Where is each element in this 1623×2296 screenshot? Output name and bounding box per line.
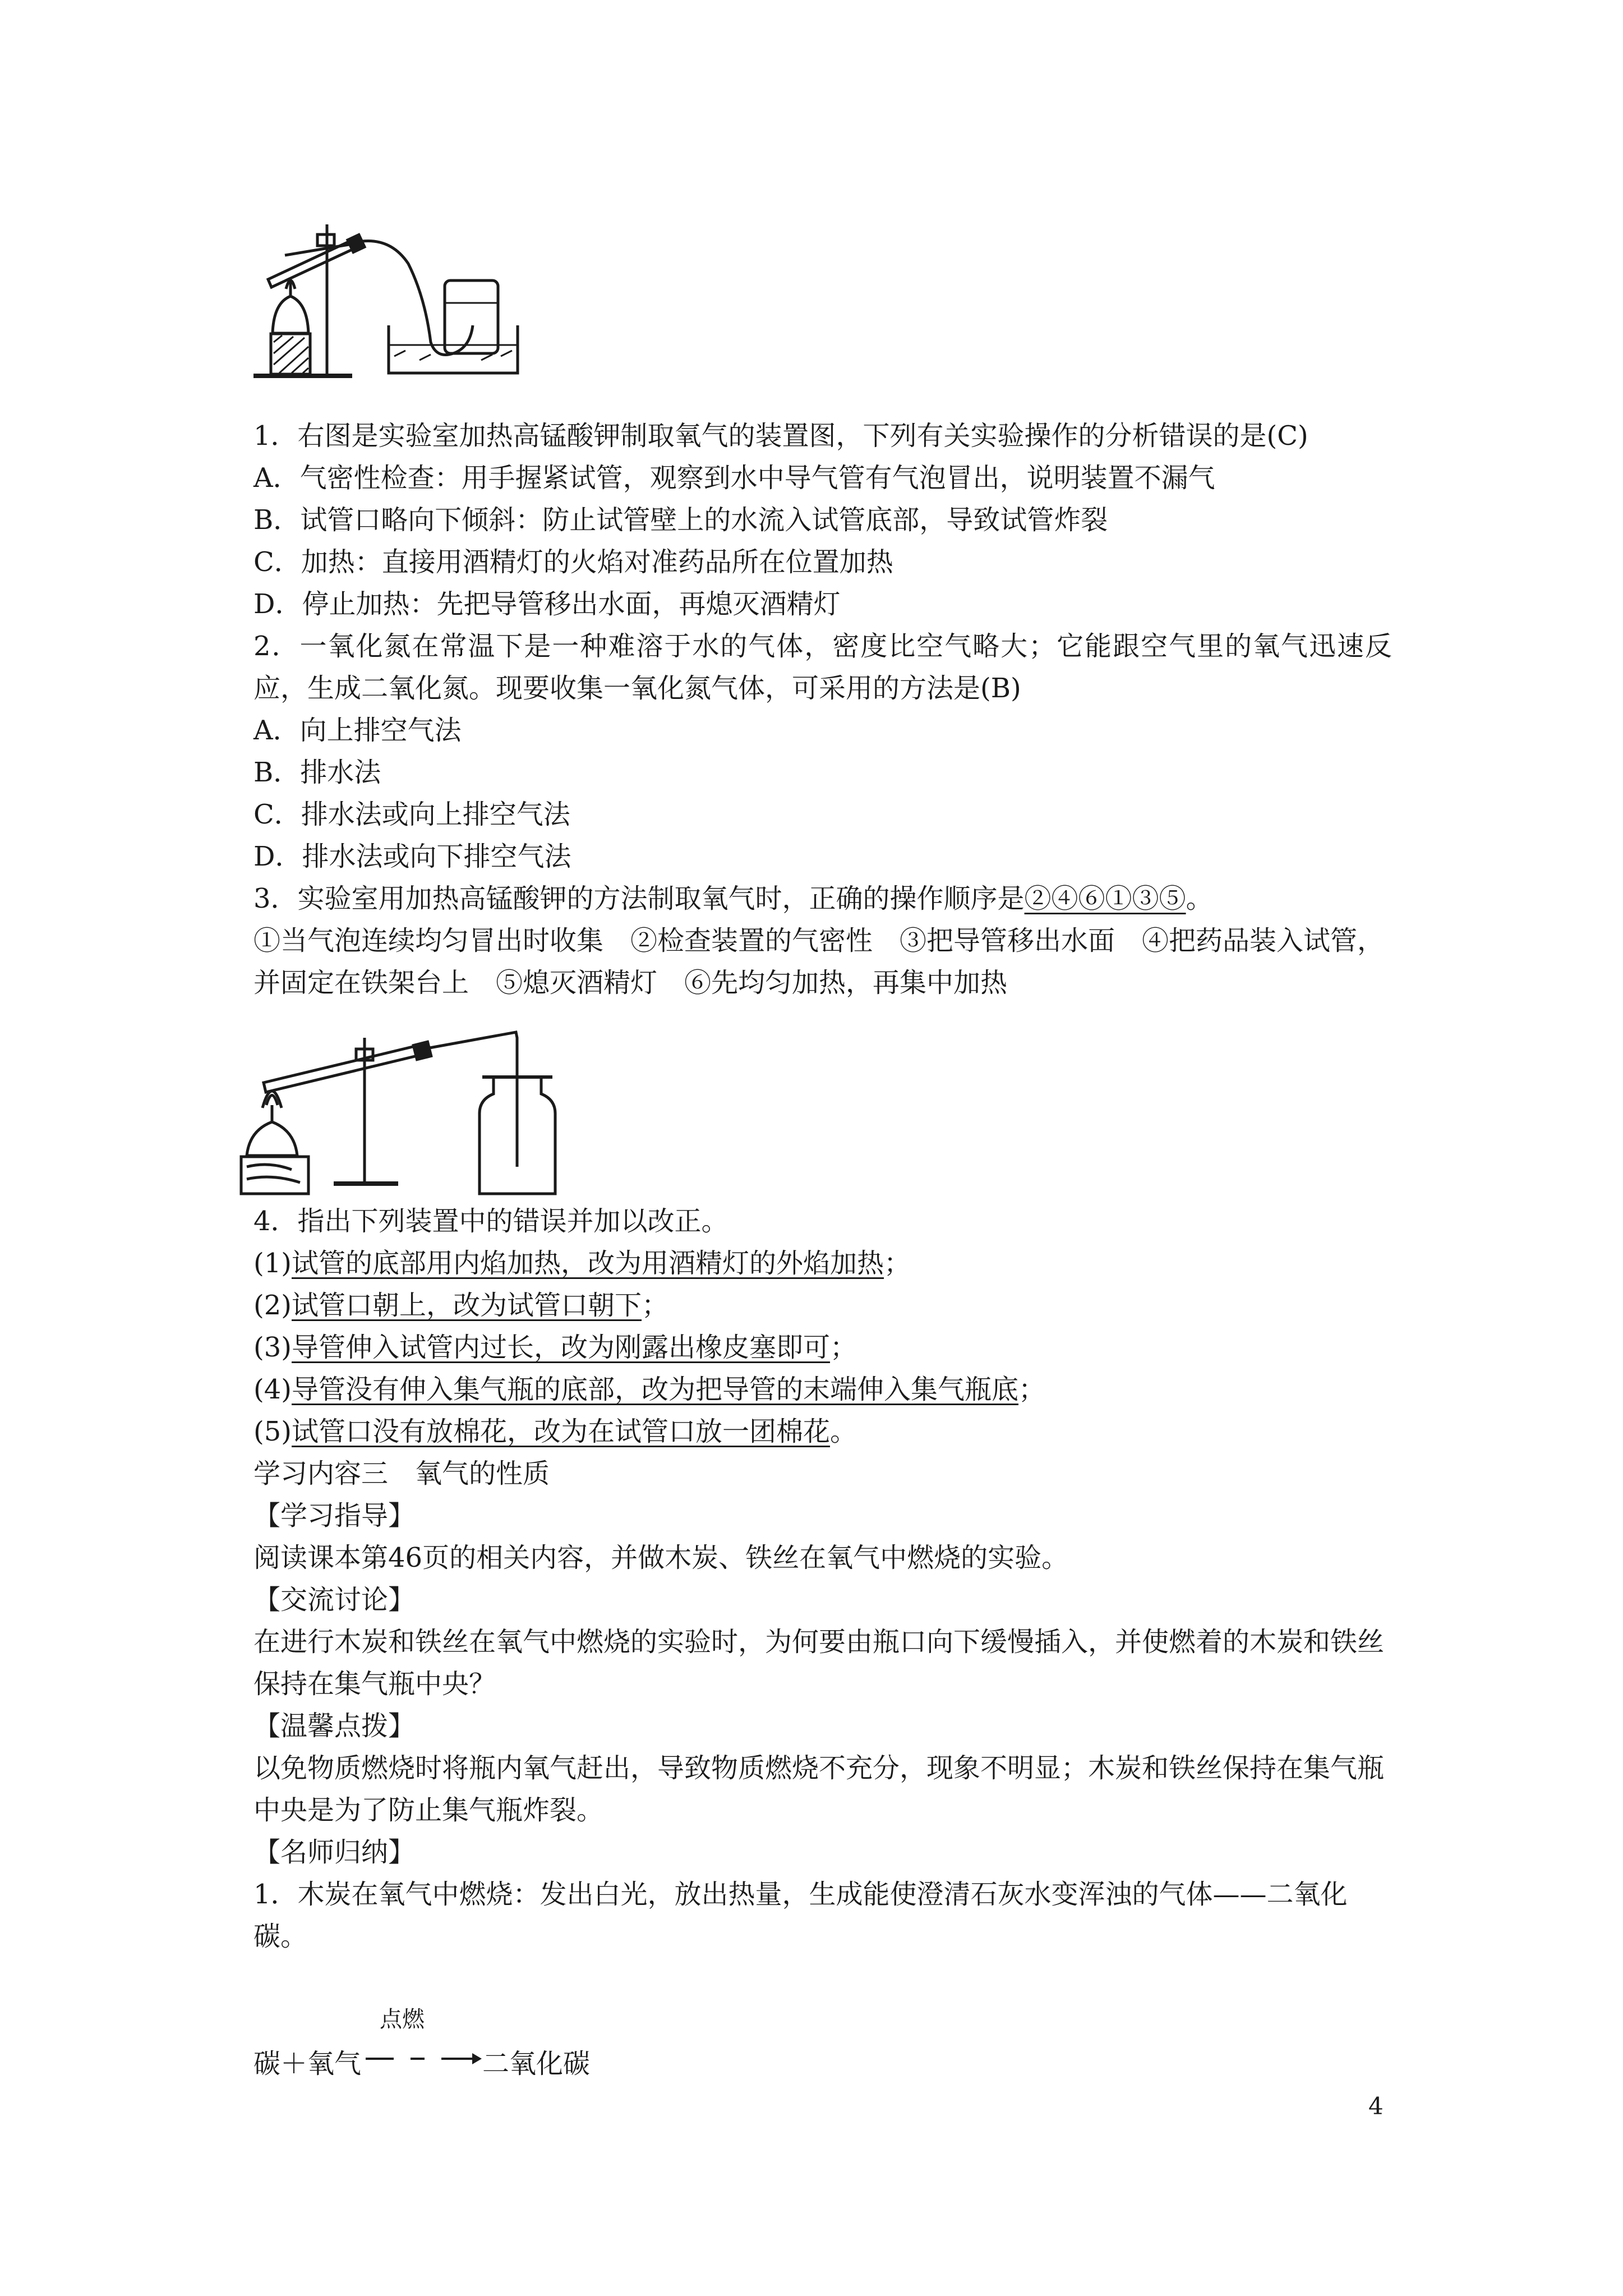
q4-item-1-end: ； xyxy=(884,1248,911,1279)
guide-heading: 【学习指导】 xyxy=(253,1500,416,1531)
tip-text: 以免物质燃烧时将瓶内氧气赶出，导致物质燃烧不充分，现象不明显；木炭和铁丝保持在集气瓶中央是为了防止集气瓶炸裂。 xyxy=(253,1752,1385,1826)
summary-text: 1．木炭在氧气中燃烧：发出白光，放出热量，生成能使澄清石灰水变浑浊的气体——二氧化碳。 xyxy=(253,1879,1348,1952)
q4-item-4 xyxy=(253,1369,1392,1411)
tip-heading: 【温馨点拨】 xyxy=(253,1710,416,1742)
reaction-equation xyxy=(253,1986,1392,2098)
q1-stem-line xyxy=(253,415,1392,457)
reaction-arrow-icon xyxy=(363,2047,483,2070)
q4-item-1-num: (1) xyxy=(253,1248,292,1279)
q4-item-4-num: (4) xyxy=(253,1374,292,1405)
q4-item-3-num: (3) xyxy=(253,1332,292,1363)
q4-item-3-end: ； xyxy=(830,1332,857,1363)
q2-option-d: D．排水法或向下排空气法 xyxy=(253,841,571,872)
q4-item-1 xyxy=(253,1243,1392,1285)
q4-item-3 xyxy=(253,1327,1392,1369)
q4-item-2 xyxy=(253,1285,1392,1327)
q2-stem-line xyxy=(253,625,1392,710)
section-title: 学习内容三 氧气的性质 xyxy=(253,1458,550,1489)
q1-option-c: C．加热：直接用酒精灯的火焰对准药品所在位置加热 xyxy=(253,546,893,578)
q3-stem-line xyxy=(253,878,1392,920)
q1-answer: (C) xyxy=(1266,420,1308,452)
q4-item-5 xyxy=(253,1411,1392,1453)
q3-steps: ①当气泡连续均匀冒出时收集 ②检查装置的气密性 ③把导管移出水面 ④把药品装入试管，并固定在铁架台上 ⑤熄灭酒精灯 ⑥先均匀加热，再集中加热 xyxy=(253,925,1385,999)
q3-stem: 3．实验室用加热高锰酸钾的方法制取氧气时，正确的操作顺序是 xyxy=(253,883,1025,914)
main-content xyxy=(253,415,1392,2098)
q4-item-5-end: 。 xyxy=(830,1416,857,1447)
summary-heading: 【名师归纳】 xyxy=(253,1837,416,1868)
reaction-product: 二氧化碳 xyxy=(482,2048,591,2079)
guide-text: 阅读课本第46页的相关内容，并做木炭、铁丝在氧气中燃烧的实验。 xyxy=(253,1542,1069,1573)
page-number: 4 xyxy=(1368,2092,1384,2120)
q4-item-4-end: ； xyxy=(1018,1374,1046,1405)
q4-item-4-answer: 导管没有伸入集气瓶的底部，改为把导管的末端伸入集气瓶底 xyxy=(292,1374,1019,1405)
q4-item-5-num: (5) xyxy=(253,1416,292,1447)
q2-option-c: C．排水法或向上排空气法 xyxy=(253,799,570,830)
discuss-text: 在进行木炭和铁丝在氧气中燃烧的实验时，为何要由瓶口向下缓慢插入，并使燃着的木炭和铁丝保持在集气瓶中央？ xyxy=(253,1626,1385,1700)
figure-spacer xyxy=(253,1004,1392,1200)
q4-item-1-answer: 试管的底部用内焰加热，改为用酒精灯的外焰加热 xyxy=(292,1248,884,1279)
q4-stem: 4．指出下列装置中的错误并加以改正。 xyxy=(253,1205,728,1237)
q1-stem: 1．右图是实验室加热高锰酸钾制取氧气的装置图，下列有关实验操作的分析错误的是 xyxy=(253,420,1267,452)
q2-answer: (B) xyxy=(980,673,1021,704)
q4-item-3-answer: 导管伸入试管内过长，改为刚露出橡皮塞即可 xyxy=(292,1332,831,1363)
q1-option-d: D．停止加热：先把导管移出水面，再熄灭酒精灯 xyxy=(253,588,841,620)
reaction-condition: 点燃 xyxy=(380,2007,425,2032)
q2-option-a: A．向上排空气法 xyxy=(253,715,462,746)
q3-end: 。 xyxy=(1186,883,1213,914)
discuss-heading: 【交流讨论】 xyxy=(253,1584,416,1616)
q1-option-b: B．试管口略向下倾斜：防止试管壁上的水流入试管底部，导致试管炸裂 xyxy=(253,504,1108,536)
q4-item-2-num: (2) xyxy=(253,1290,292,1321)
q2-stem: 2．一氧化氮在常温下是一种难溶于水的气体，密度比空气略大；它能跟空气里的氧气迅速反应，生成二氧化氮。现要收集一氧化氮气体，可采用的方法是 xyxy=(253,631,1392,704)
q3-answer: ②④⑥①③⑤ xyxy=(1024,883,1186,914)
q4-item-2-answer: 试管口朝上，改为试管口朝下 xyxy=(292,1290,642,1321)
q1-option-a: A．气密性检查：用手握紧试管，观察到水中导气管有气泡冒出，说明装置不漏气 xyxy=(253,462,1215,494)
q4-item-5-answer: 试管口没有放棉花，改为在试管口放一团棉花 xyxy=(292,1416,831,1447)
reaction-reactants: 碳＋氧气 xyxy=(253,2048,362,2079)
q4-item-2-end: ； xyxy=(642,1290,669,1321)
figure-oxygen-apparatus-water-collection xyxy=(251,213,621,381)
q2-option-b: B．排水法 xyxy=(253,757,381,788)
